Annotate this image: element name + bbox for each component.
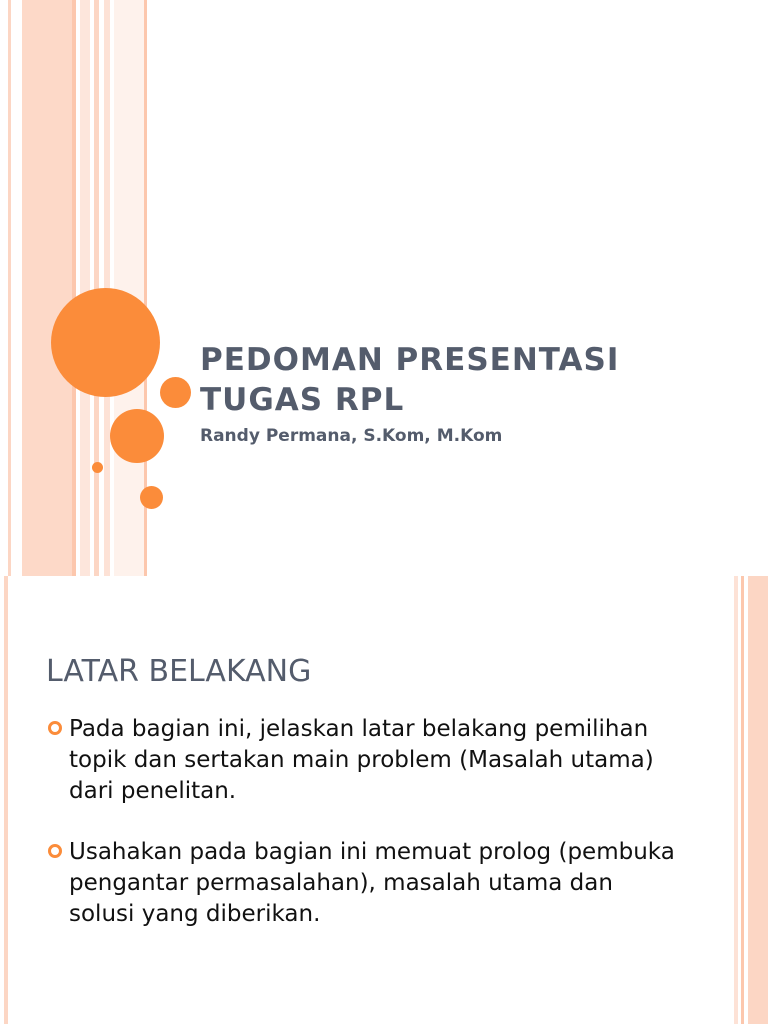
decorative-circle [110, 409, 164, 463]
slide-title: PEDOMAN PRESENTASI TUGAS RPL [200, 342, 620, 418]
decorative-circle [160, 377, 191, 408]
bullet-list [44, 714, 684, 960]
list-item [44, 837, 684, 930]
decorative-stripe [80, 0, 90, 576]
decorative-stripe [748, 576, 768, 1024]
decorative-stripe [734, 576, 738, 1024]
list-item [44, 714, 684, 807]
bullet-circle-icon [48, 844, 62, 858]
slide-title: LATAR BELAKANG [46, 654, 312, 689]
decorative-stripe [741, 576, 744, 1024]
content-slide [0, 576, 768, 1024]
bullet-circle-icon [48, 721, 62, 735]
bullet-text: Pada bagian ini, jelaskan latar belakang pemilihan topik dan sertakan main problem (Masalah utama) dari penelitan. [69, 716, 654, 804]
decorative-stripe [72, 0, 76, 576]
decorative-circle [92, 462, 103, 473]
slide-subtitle: Randy Permana, S.Kom, M.Kom [200, 426, 503, 446]
decorative-stripe [8, 0, 11, 576]
decorative-stripe [22, 0, 72, 576]
decorative-circle-large [51, 288, 160, 397]
decorative-stripe [114, 0, 144, 576]
bullet-text: Usahakan pada bagian ini memuat prolog (pembuka pengantar permasalahan), masalah utama dan solusi yang diberikan. [69, 839, 675, 927]
decorative-circle [140, 486, 163, 509]
decorative-stripe [4, 576, 8, 1024]
